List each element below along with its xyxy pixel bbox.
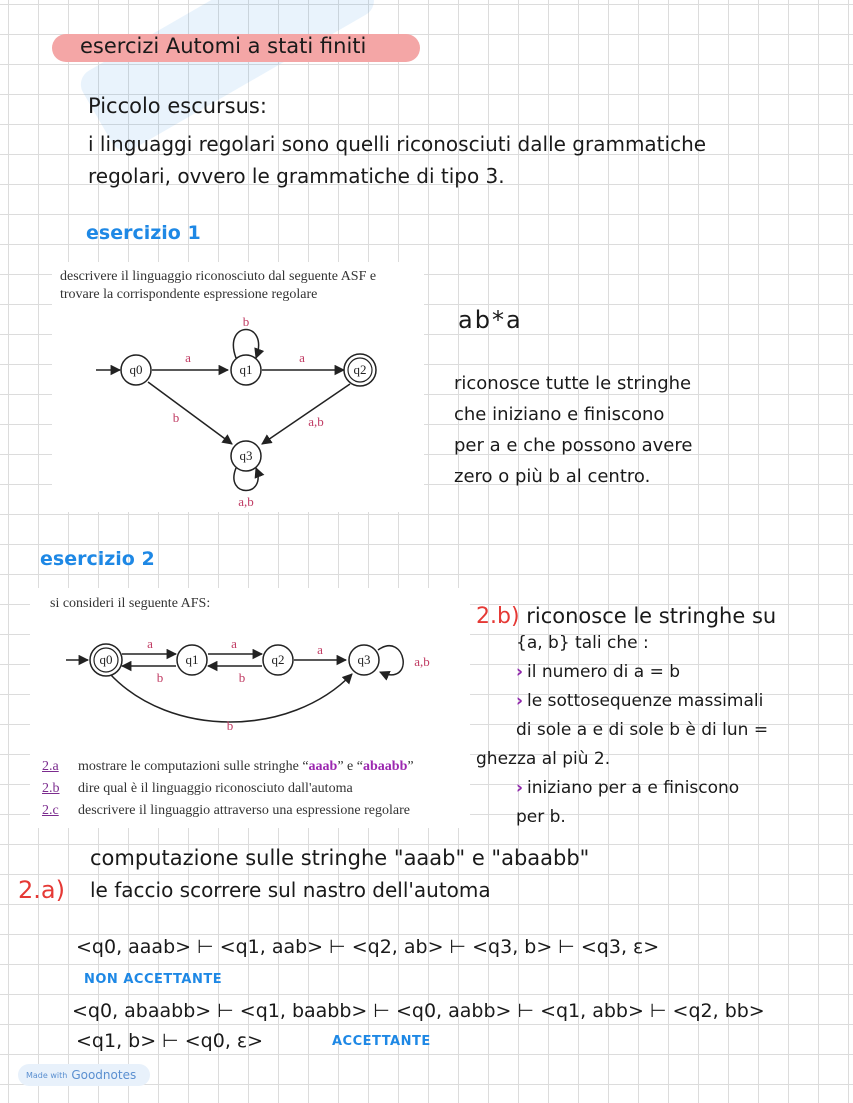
automaton-2-diagram <box>30 618 470 742</box>
edge-label-q1-q2: a <box>299 350 305 365</box>
bullet-text: iniziano per a e finiscono <box>527 778 740 798</box>
edge-label-loop-q3: a,b <box>238 494 254 509</box>
automaton-1-diagram <box>52 302 424 512</box>
loop-q1 <box>233 330 258 359</box>
answer-2b-head-text: riconosce le stringhe su <box>526 604 777 628</box>
state-q1-label: q1 <box>185 652 199 667</box>
question-text: descrivere il linguaggio attraverso una espressione regolare <box>78 803 410 818</box>
question-2c <box>42 800 414 822</box>
excursus-body <box>88 128 828 192</box>
answer-2b-bullet: › il numero di a = b <box>516 662 681 682</box>
question-2b <box>42 778 414 800</box>
question-number: 2.c <box>42 803 59 818</box>
excursus-line-2: regolari, ovvero le grammatiche di tipo 3. <box>88 164 505 188</box>
edge-label-q0-q1: a <box>185 350 191 365</box>
state-q3-label: q3 <box>357 652 371 667</box>
bullet-text: le sottosequenze massimali <box>527 691 764 711</box>
state-q0-label: q0 <box>99 652 113 667</box>
computation-title: computazione sulle stringhe "aaab" e "abaabb" <box>90 846 590 870</box>
status-non-accepting: NON ACCETTANTE <box>84 972 223 987</box>
answer-2b-continuation: per b. <box>516 807 566 827</box>
description-line: riconosce tutte le stringhe <box>454 373 692 394</box>
figure-1-caption-line-1: descrivere il linguaggio riconosciuto dal seguente ASF e <box>60 269 377 284</box>
computation-line-1: <q0, aaab> ⊢ <q1, aab> ⊢ <q2, ab> ⊢ <q3, b> ⊢ <q3, ε> <box>76 936 660 958</box>
edge-q0-q3 <box>148 382 232 444</box>
question-string-2: abaabb <box>363 759 408 774</box>
question-2a <box>42 756 414 778</box>
edge-label-q2-q1: b <box>238 670 246 685</box>
page-title: esercizi Automi a stati finiti <box>80 34 367 58</box>
description-line: per a e che possono avere <box>454 435 693 456</box>
answer-2b-label: 2.b) <box>476 604 520 629</box>
answer-2b-bullet: › iniziano per a e finiscono <box>516 778 740 798</box>
state-q0-label: q0 <box>129 362 143 377</box>
answer-2b-alphabet: {a, b} tali che : <box>516 633 649 653</box>
figure-2-caption: si consideri il seguente AFS: <box>50 596 211 611</box>
computation-line-2: <q0, abaabb> ⊢ <q1, baabb> ⊢ <q0, aabb> ⊢ <q1, abb> ⊢ <q2, bb> <box>72 1000 765 1022</box>
edge-label-q1-q0: b <box>156 670 164 685</box>
question-text: dire qual è il linguaggio riconosciuto dall'automa <box>78 781 353 796</box>
computation-line-3: <q1, b> ⊢ <q0, ε> <box>76 1030 264 1052</box>
exercise-2-heading: esercizio 2 <box>40 548 155 570</box>
exercise-1-figure <box>52 262 424 512</box>
bullet-text: il numero di a = b <box>527 662 681 682</box>
edge-q0-q3 <box>110 674 352 722</box>
excursus-line-1: i linguaggi regolari sono quelli riconosciuti dalle grammatiche <box>88 132 707 156</box>
question-text: ” e “ <box>337 759 363 774</box>
answer-2b-bullet: › le sottosequenze massimali <box>516 691 764 711</box>
computation-subtitle: le faccio scorrere sul nastro dell'automa <box>90 878 491 902</box>
answer-2a-label: 2.a) <box>18 876 65 904</box>
state-q2-label: q2 <box>353 362 367 377</box>
state-q3-label: q3 <box>239 448 253 463</box>
answer-2b-continuation: di sole a e di sole b è di lun = <box>516 720 769 740</box>
edge-label-loop-q3: a,b <box>414 654 430 669</box>
edge-label-q1-q2: a <box>231 636 237 651</box>
description-line: zero o più b al centro. <box>454 466 651 487</box>
edge-label-q2-q3: a <box>317 642 323 657</box>
watermark-brand: Goodnotes <box>71 1068 137 1082</box>
state-q2-label: q2 <box>271 652 285 667</box>
figure-1-caption <box>60 268 420 304</box>
loop-q3 <box>378 646 403 675</box>
description-line: che iniziano e finiscono <box>454 404 665 425</box>
answer-2b <box>476 604 836 832</box>
question-text: mostrare le computazioni sulle stringhe “ <box>78 759 309 774</box>
question-text: ” <box>407 759 414 774</box>
edge-label-q2-q3: a,b <box>308 414 324 429</box>
goodnotes-watermark <box>18 1064 150 1086</box>
edge-label-q0-q3: b <box>226 718 234 733</box>
state-q1-label: q1 <box>239 362 253 377</box>
exercise-1-description <box>454 368 754 492</box>
answer-2b-continuation: ghezza al più 2. <box>476 749 611 769</box>
status-accepting: ACCETTANTE <box>332 1034 431 1049</box>
edge-label-q0-q1: a <box>147 636 153 651</box>
edge-label-loop-q1: b <box>242 314 250 329</box>
edge-q2-q3 <box>262 384 350 444</box>
exercise-2-figure <box>30 588 470 828</box>
answer-2b-heading <box>476 604 836 629</box>
question-string-1: aaab <box>308 759 338 774</box>
question-number: 2.b <box>42 781 60 796</box>
figure-1-caption-line-2: trovare la corrispondente espressione regolare <box>60 287 318 302</box>
figure-2-questions <box>42 756 414 822</box>
edge-label-q0-q3: b <box>172 410 180 425</box>
question-number: 2.a <box>42 759 59 774</box>
exercise-1-heading: esercizio 1 <box>86 222 201 244</box>
excursus-title: Piccolo escursus: <box>88 94 267 118</box>
exercise-1-regex: ab*a <box>458 306 523 334</box>
watermark-small-text: Made with <box>26 1070 68 1080</box>
